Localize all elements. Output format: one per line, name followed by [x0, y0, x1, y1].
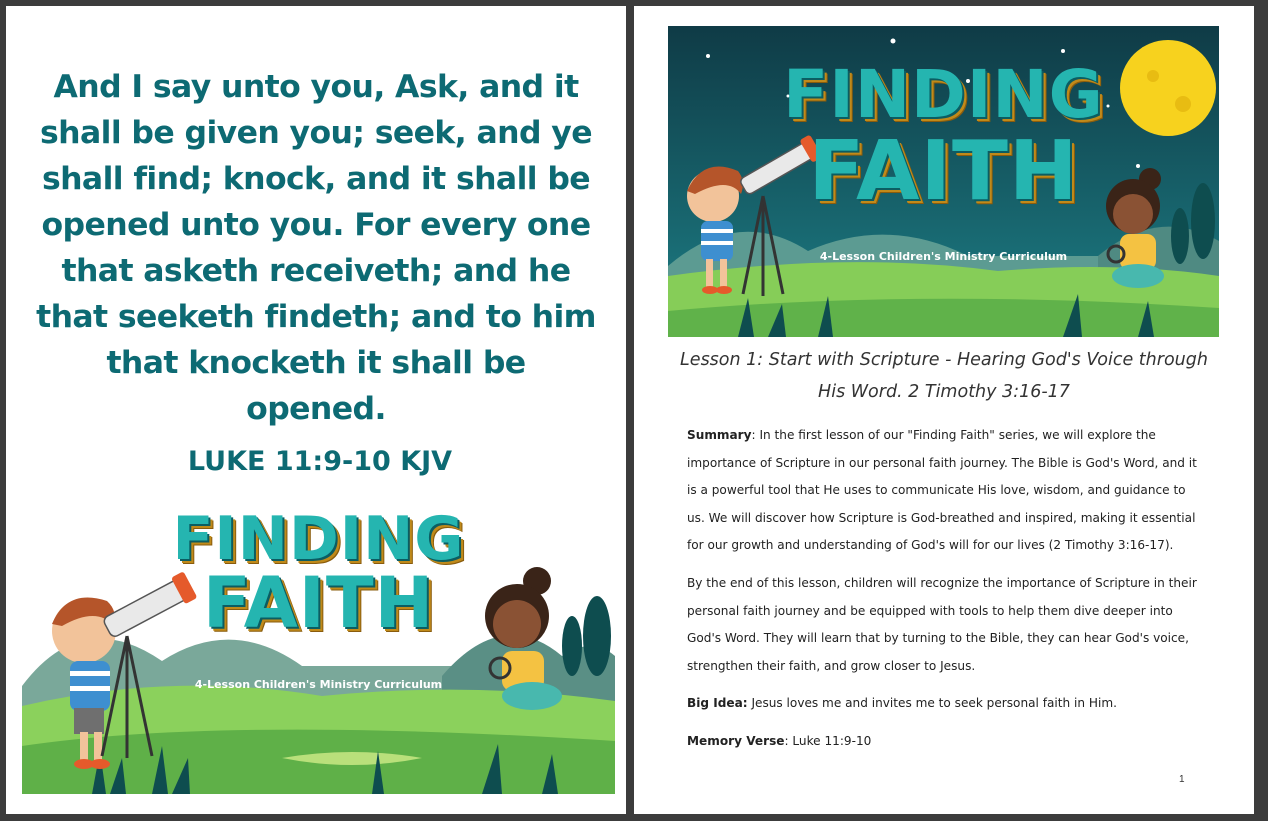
logo-finding: FINDING [172, 504, 465, 574]
logo-faith: FAITH [808, 124, 1079, 219]
scripture-verse: And I say unto you, Ask, and it shall be given you; seek, and ye shall find; knock, and it shall be opened unto you. For every one that asketh receiveth; and he that seeketh findeth; and to him that knocketh it shall be opened. [36, 69, 596, 427]
finding-faith-night-banner [668, 26, 1219, 337]
memory-verse-paragraph [687, 728, 1207, 756]
big-idea-paragraph [687, 690, 1207, 718]
logo-finding: FINDING [783, 56, 1104, 133]
memory-verse-label: Memory Verse [687, 734, 785, 748]
big-idea-label: Big Idea: [687, 696, 748, 710]
page-number: 1 [1179, 774, 1185, 785]
lesson-title: Lesson 1: Start with Scripture - Hearing God's Voice through His Word. 2 Timothy 3:16-17 [680, 350, 1208, 402]
logo-subtitle: 4-Lesson Children's Ministry Curriculum [194, 678, 443, 691]
outcome-text: By the end of this lesson, children will recognize the importance of Scripture in their personal faith journey and be equipped with tools to help them dive deeper into God's Word. They will learn that by turning to the Bible, they can hear God's voice, strengthen their faith, and grow closer to Jesus. [687, 576, 1197, 673]
left-page [6, 6, 626, 814]
memory-verse-text: : Luke 11:9-10 [784, 734, 872, 748]
summary-label: Summary [687, 428, 752, 442]
summary-paragraph [687, 422, 1207, 560]
logo-faith: FAITH [202, 562, 435, 644]
summary-text: : In the first lesson of our "Finding Faith" series, we will explore the importance of Scripture in our personal faith journey. The Bible is God's Word, and it is a powerful tool that He uses to communicate His love, wisdom, and guidance to us. We will discover how Scripture is God-breathed and inspired, making it essential for our growth and understanding of God's will for our lives (2 Timothy 3:16-17). [687, 428, 1197, 552]
big-idea-text: Jesus loves me and invites me to seek personal faith in Him. [747, 696, 1117, 710]
right-page [634, 6, 1254, 814]
verse-reference: LUKE 11:9-10 KJV [187, 446, 453, 477]
outcome-paragraph [687, 570, 1207, 680]
logo-subtitle: 4-Lesson Children's Ministry Curriculum [819, 250, 1068, 263]
finding-faith-banner [22, 496, 615, 794]
